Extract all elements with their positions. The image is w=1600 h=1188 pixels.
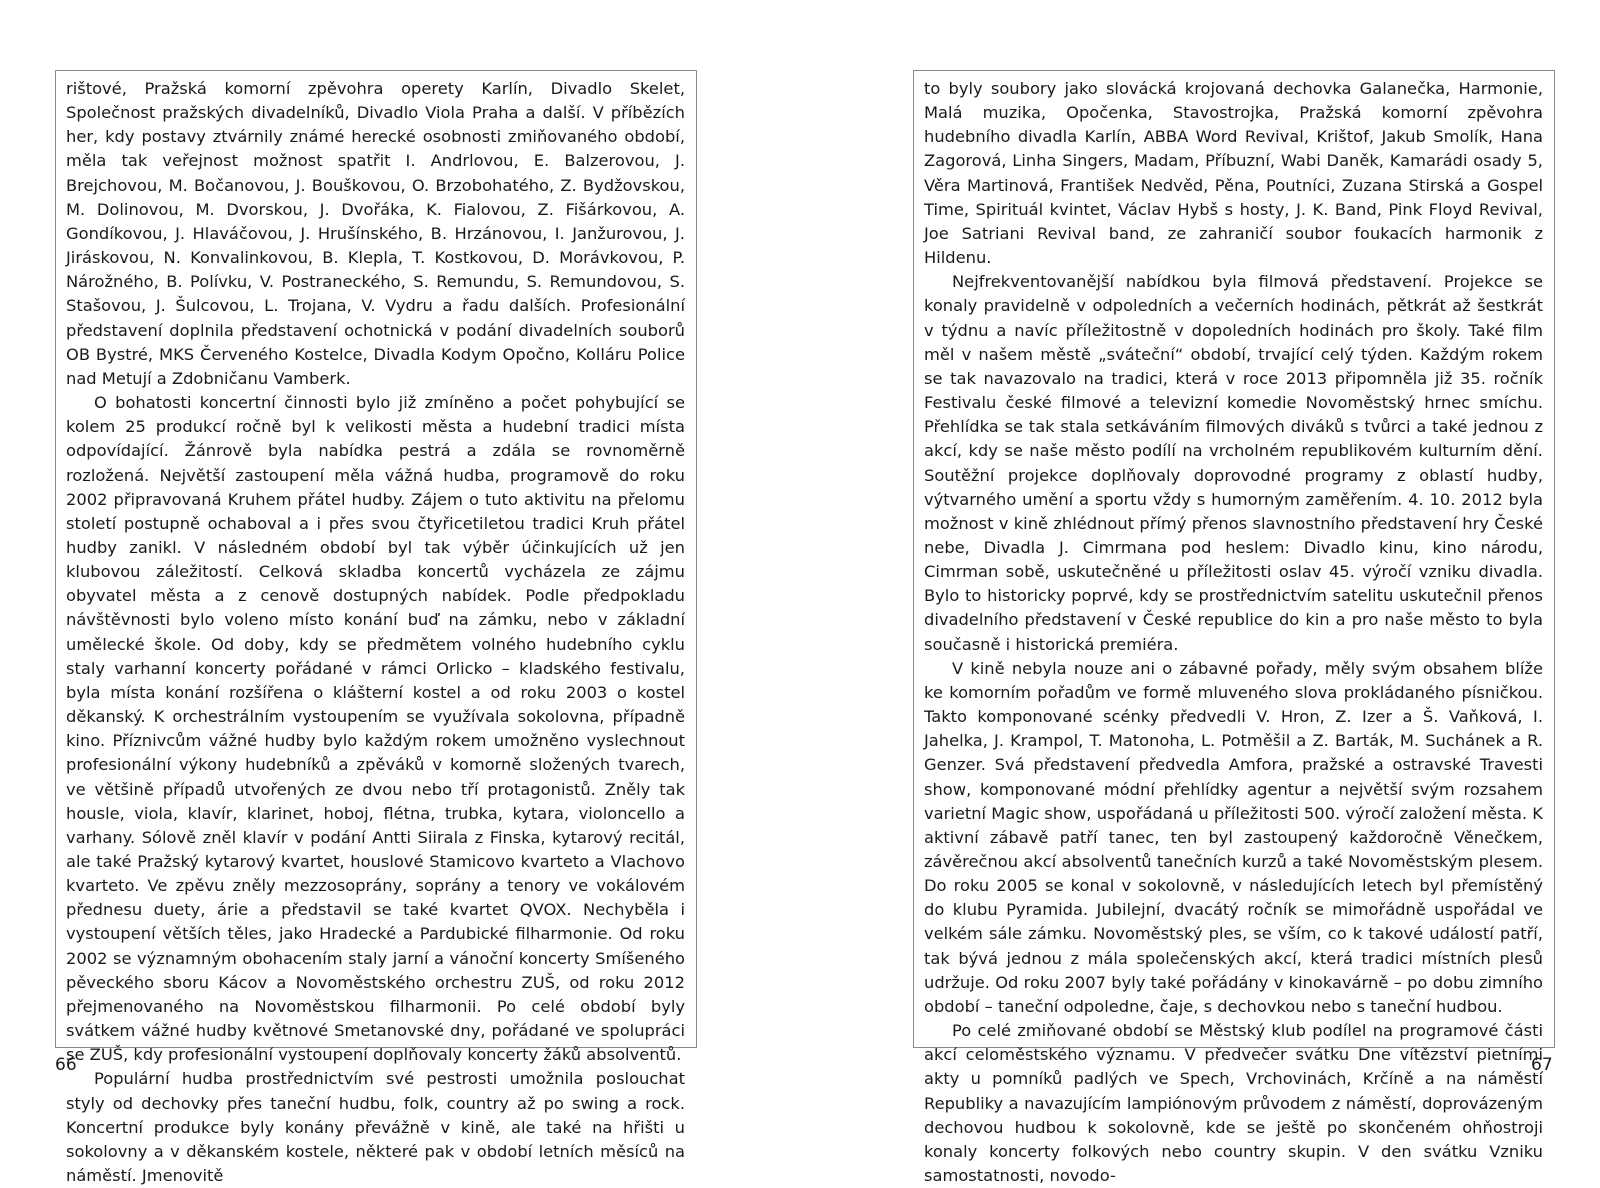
left-paragraph-3: Populární hudba prostřednictvím své pestrosti umožnila poslouchat styly od dechovky přes taneční hudbu, folk, country až po swing a rock. Koncertní produkce byly konány převážně v kině, ale také na hřišti u sokolovny a v děkanském kostele, některé pak v období letních měsíců na náměstí. Jmenovitě: [66, 1069, 685, 1186]
right-paragraph-2: Nejfrekventovanější nabídkou byla filmová představení. Projekce se konaly pravidelně v odpoledních a večerních hodinách, pětkrát až šestkrát v týdnu a navíc příležitostně v dopoledních hodinách pro školy. Také film měl v našem městě „sváteční“ období, trvající celý týden. Každým rokem se tak navazovalo na tradici, která v roce 2013 připomněla již 35. ročník Festivalu české filmové a televizní komedie Novoměstský hrnec smíchu. Přehlídka se tak stala setkáváním filmových diváků s tvůrci a také jednou z akcí, kdy se naše město podílí na vrcholném republikovém kulturním dění. Soutěžní projekce doplňovaly doprovodné programy z oblastí hudby, výtvarného umění a sportu vždy s humorným zaměřením. 4. 10. 2012 byla možnost v kině zhlédnout přímý přenos slavnostního představení hry České nebe, Divadla J. Cimrmana pod heslem: Divadlo kinu, kino národu, Cimrman sobě, uskutečněné u příležitosti oslav 45. výročí vzniku divadla. Bylo to historicky poprvé, kdy se prostřednictvím satelitu uskutečnil přenos divadelního představení v České republice do kin a pro naše město to byla současně i historická premiéra.: [924, 272, 1543, 654]
left-page-number: 66: [55, 1055, 77, 1075]
left-paragraph-2: O bohatosti koncertní činnosti bylo již zmíněno a počet pohybující se kolem 25 produkcí ročně byl k velikosti města a hudební tradici místa odpovídající. Žánrově byla nabídka pestrá a zdála se rovnoměrně rozložená. Největší zastoupení měla vážná hudba, programově do roku 2002 připravovaná Kruhem přátel hudby. Zájem o tuto aktivitu na přelomu století postupně ochaboval a i přes svou čtyřicetiletou tradici Kruh přátel hudby zanikl. V následném období byl tak výběr účinkujících už jen klubovou záležitostí. Celková skladba koncertů vycházela ze zájmu obyvatel města a z cenově dostupných nabídek. Podle předpokladu návštěvnosti bylo voleno místo konání buď na zámku, nebo v základní umělecké škole. Od doby, kdy se předmětem volného hudebního cyklu staly varhanní koncerty pořádané v rámci Orlicko – kladského festivalu, byla místa konání rozšířena o klášterní kostel a od roku 2003 o kostel děkanský. K orchestrálním vystoupením se využívala sokolovna, případně kino. Příznivcům vážné hudby bylo každým rokem umožněno vyslechnout profesionální výkony hudebníků a zpěváků v komorně složených tvarech, ve většině případů utvořených ze dvou nebo tří protagonistů. Zněly tak housle, viola, klavír, klarinet, hoboj, flétna, trubka, kytara, violoncello a varhany. Sólově zněl klavír v podání Antti Siirala z Finska, kytarový recitál, ale také Pražský kytarový kvartet, houslové Stamicovo kvarteto a Vlachovo kvarteto. Ve zpěvu zněly mezzosoprány, soprány a tenory ve vokálovém přednesu duety, árie a představil se také kvartet QVOX. Nechyběla i vystoupení větších těles, jako Hradecké a Pardubické filharmonie. Od roku 2002 se významným obohacením staly jarní a vánoční koncerty Smíšeného pěveckého sboru Kácov a Novoměstského orchestru ZUŠ, od roku 2012 přejmenovaného na Novoměstskou filharmonii. Po celé období byly svátkem vážné hudby květnové Smetanovské dny, pořádané ve spolupráci se ZUŠ, kdy profesionální vystoupení doplňovaly koncerty žáků absolventů.: [66, 393, 685, 1065]
right-paragraph-1: to byly soubory jako slovácká krojovaná dechovka Galanečka, Harmonie, Malá muzika, Opočenka, Stavostrojka, Pražská komorní zpěvohra hudebního divadla Karlín, ABBA Word Revival, Krištof, Jakub Smolík, Hana Zagorová, Linha Singers, Madam, Příbuzní, Wabi Daněk, Kamarádi osady 5, Věra Martinová, František Nedvěd, Pěna, Poutníci, Zuzana Stirská a Gospel Time, Spirituál kvintet, Václav Hybš s hosty, J. K. Band, Pink Floyd Revival, Joe Satriani Revival band, ze zahraničí soubor foukacích harmonik z Hildenu.: [924, 79, 1543, 268]
right-paragraph-3: V kině nebyla nouze ani o zábavné pořady, měly svým obsahem blíže ke komorním pořadům ve formě mluveného slova prokládaného písničkou. Takto komponované scénky předvedli V. Hron, Z. Izer a Š. Vaňková, I. Jahelka, J. Krampol, T. Matonoha, L. Potměšil a Z. Barták, M. Suchánek a R. Genzer. Svá představení předvedla Amfora, pražské a ostravské Travesti show, komponované módní přehlídky agentur a největší svým rozsahem varietní Magic show, uspořádaná u příležitosti 500. výročí založení města. K aktivní zábavě patří tanec, ten byl zastoupený každoročně Věnečkem, závěrečnou akcí absolventů tanečních kurzů a také Novoměstským plesem. Do roku 2005 se konal v sokolovně, v následujících letech byl přemístěný do klubu Pyramida. Jubilejní, dvacátý ročník se mimořádně uspořádal ve velkém sále zámku. Novoměstský ples, se vším, co k takové událostí patří, tak bývá jednou z mála společenských akcí, která tradici místních plesů udržuje. Od roku 2007 byly také pořádány v kinokavárně – po dobu zimního období – taneční odpoledne, čaje, s dechovkou nebo s taneční hudbou.: [924, 658, 1543, 1016]
left-paragraph-1: rištové, Pražská komorní zpěvohra operety Karlín, Divadlo Skelet, Společnost pražských divadelníků, Divadlo Viola Praha a další. V příbězích her, kdy postavy ztvárnily známé herecké osobnosti zmiňovaného období, měla tak veřejnost možnost spatřit I. Andrlovou, E. Balzerovou, J. Brejchovou, M. Bočanovou, J. Bouškovou, O. Brzobohatého, Z. Bydžovskou, M. Dolinovou, M. Dvorskou, J. Dvořáka, K. Fialovou, Z. Fišárkovou, A. Gondíkovou, J. Hlaváčovou, J. Hrušínského, B. Hrzánovou, I. Janžurovou, J. Jiráskovou, N. Konvalinkovou, B. Klepla, T. Kostkovou, D. Morávkovou, P. Nárožného, B. Polívku, V. Postraneckého, S. Remundu, S. Remundovou, S. Stašovou, J. Šulcovou, L. Trojana, V. Vydru a řadu dalších. Profesionální představení doplnila představení ochotnická v podání divadelních souborů OB Bystré, MKS Červeného Kostelce, Divadla Kodym Opočno, Kolláru Police nad Metují a Zdobničanu Vamberk.: [66, 79, 685, 388]
right-page-number: 67: [1531, 1055, 1553, 1075]
right-paragraph-4: Po celé zmiňované období se Městský klub podílel na programové části akcí celoměstského významu. V předvečer svátku Dne vítězství pietními akty u pomníků padlých ve Spech, Vrchovinách, Krčíně a na náměstí Republiky a navazujícím lampiónovým průvodem z náměstí, doprovázeným dechovou hudbou k sokolovně, kde se ještě po skončeném ohňostroji konaly koncerty folkových nebo country skupin. V den svátku Vzniku samostatnosti, novodo-: [924, 1021, 1543, 1186]
